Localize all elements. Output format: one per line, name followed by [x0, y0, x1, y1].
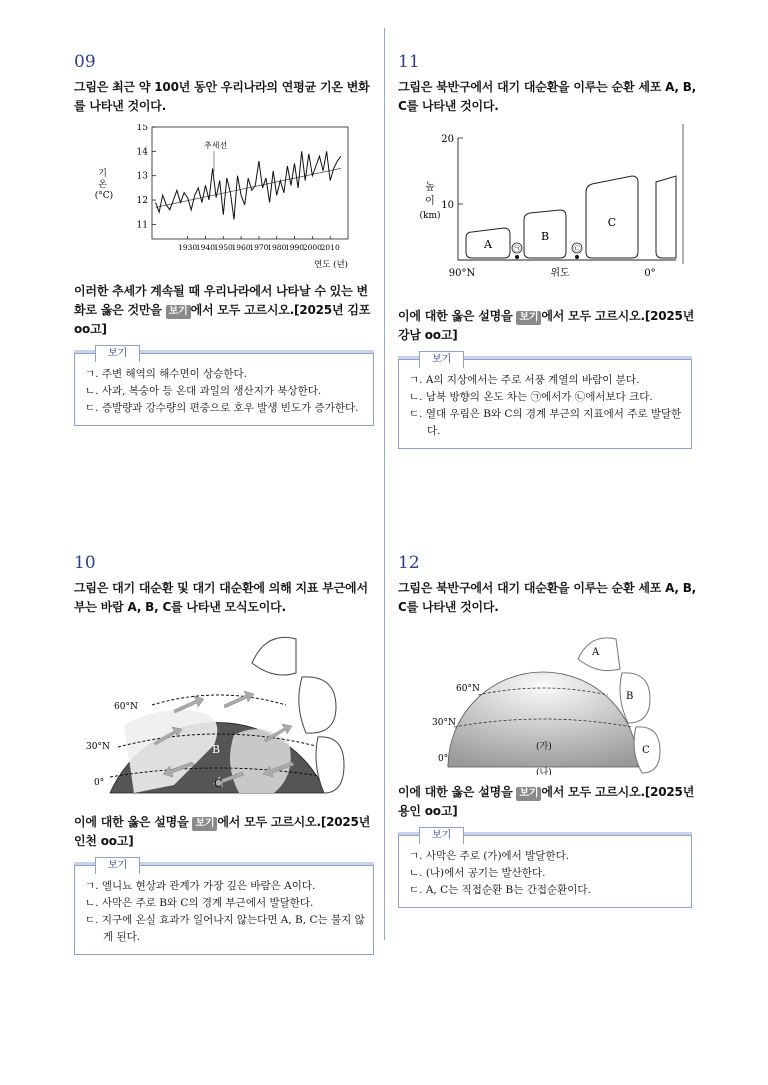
x-label-latitude: 위도 — [550, 268, 570, 279]
cell-a-label: A — [592, 647, 600, 658]
question-11 — [398, 52, 698, 449]
question-instruction — [398, 307, 698, 345]
temperature-chart — [74, 124, 374, 274]
instruction-post: 에서 모두 고르시오.[2025년 용인 oo고] — [398, 785, 695, 818]
bogi-item: ㄴ. 남북 방향의 온도 차는 ㉠에서가 ㉡에서보다 크다. — [409, 391, 653, 403]
point-1-dot — [515, 255, 519, 259]
cell-b-label: B — [540, 230, 550, 243]
bogi-tag: 보기 — [166, 305, 191, 319]
x-tick-label: 1980 — [267, 243, 287, 252]
lat-30-label: 30°N — [86, 742, 110, 752]
circulation-cells-svg — [398, 124, 698, 299]
bogi-item: ㄷ. A, C는 직접순환 B는 간접순환이다. — [409, 884, 591, 896]
bogi-item: ㄷ. 열대 우림은 B와 C의 경계 부근의 지표에서 주로 발달한다. — [409, 408, 682, 437]
bogi-tab-label: 보기 — [419, 351, 464, 368]
question-instruction — [74, 813, 374, 851]
y-axis-label-3: (°C) — [94, 191, 114, 201]
x-tick-label: 1960 — [231, 243, 251, 252]
cell-b-label: B — [626, 691, 634, 702]
instruction-post: 에서 모두 고르시오.[2025년 김포 oo고] — [74, 303, 371, 336]
lat-60-label: 60°N — [114, 702, 138, 712]
bogi-item: ㄱ. 엘니뇨 현상과 관계가 가장 깊은 바람은 A이다. — [85, 880, 316, 892]
temperature-chart-svg — [74, 124, 374, 274]
y-tick-label: 12 — [136, 196, 148, 207]
bogi-item: ㄴ. (나)에서 공기는 발산한다. — [409, 867, 546, 879]
y-axis-label — [95, 167, 113, 201]
bogi-item: ㄱ. A의 지상에서는 주로 서풍 계열의 바람이 분다. — [409, 374, 640, 386]
question-text: 그림은 대기 대순환 및 대기 대순환에 의해 지표 부근에서 부는 바람 A, B, C를 나타낸 모식도이다. — [74, 581, 368, 614]
question-text: 그림은 북반구에서 대기 대순환을 이루는 순환 세포 A, B, C를 나타낸 것이다. — [398, 581, 697, 614]
point-2-dot — [575, 255, 579, 259]
circulation-cells-diagram — [398, 124, 698, 299]
instruction-pre: 이에 대한 옳은 설명을 — [398, 785, 517, 799]
x-label-0: 0° — [644, 268, 656, 279]
cell-loop-top — [252, 637, 296, 675]
y-label-2: 이 — [425, 196, 435, 207]
global-wind-diagram — [74, 625, 374, 805]
cell-a-label: A — [484, 238, 492, 251]
x-label-90n: 90°N — [448, 268, 476, 279]
instruction-post: 에서 모두 고르시오.[2025년 강남 oo고] — [398, 309, 695, 342]
y-tick-10: 10 — [441, 200, 454, 211]
question-text: 그림은 북반구에서 대기 대순환을 이루는 순환 세포 A, B, C를 나타낸 것이다. — [398, 80, 697, 113]
bogi-item: ㄴ. 사과, 복숭아 등 온대 과일의 생산지가 북상한다. — [85, 385, 322, 397]
bogi-item: ㄱ. 주변 해역의 해수면이 상승한다. — [85, 368, 248, 380]
cell-c-label: C — [642, 745, 650, 756]
global-wind-svg — [74, 625, 374, 805]
lat-0-label: 0° — [94, 778, 105, 788]
y-axis-label-1: 기 — [98, 169, 107, 179]
y-tick-label: 15 — [136, 124, 148, 133]
y-tick-label: 14 — [136, 147, 148, 158]
y-tick-label: 13 — [136, 171, 148, 182]
instruction-post: 에서 모두 고르시오.[2025년 인천 oo고] — [74, 815, 371, 848]
bogi-tab-label: 보기 — [95, 857, 140, 874]
x-tick-label: 1930 — [178, 243, 198, 252]
cell-loop-mid — [299, 677, 336, 733]
wind-b-label: B — [212, 743, 221, 756]
x-tick-label: 1950 — [213, 243, 233, 252]
y-tick-label: 11 — [136, 220, 148, 231]
question-number: 12 — [398, 553, 420, 573]
bogi-tag: 보기 — [192, 817, 217, 831]
lat-0-label: 0° — [438, 754, 449, 764]
cell-partial — [656, 176, 676, 258]
bogi-box — [398, 354, 692, 449]
cell-b-loop — [620, 673, 650, 723]
bogi-tag: 보기 — [516, 787, 541, 801]
column-divider — [384, 28, 385, 940]
point-2-label: ㉡ — [573, 245, 581, 253]
y-label-1: 높 — [425, 182, 435, 193]
point-1-label: ㉠ — [513, 245, 521, 253]
region-ga-label: (가) — [536, 742, 552, 752]
lat-60-label: 60°N — [456, 684, 480, 694]
bogi-box — [398, 830, 692, 908]
question-10 — [74, 553, 374, 955]
bogi-item: ㄷ. 증발량과 강수량의 편중으로 호우 발생 빈도가 증가한다. — [85, 402, 359, 414]
y-label-3: (km) — [419, 211, 441, 221]
circulation-globe-svg — [398, 625, 698, 775]
wind-a-label: A — [214, 703, 222, 716]
y-tick-20: 20 — [441, 134, 454, 145]
instruction-pre: 이러한 추세가 계속될 때 우리나라에서 나타날 수 있는 변화로 옳은 것만을 — [74, 284, 368, 317]
question-number: 10 — [74, 553, 96, 573]
cell-c-label: C — [607, 216, 617, 229]
question-number: 09 — [74, 52, 96, 72]
question-12 — [398, 553, 698, 908]
x-tick-label: 1990 — [284, 243, 305, 252]
bogi-box — [74, 348, 374, 426]
region-na-label: (나) — [536, 768, 552, 775]
bogi-box — [74, 860, 374, 955]
question-text: 그림은 최근 약 100년 동안 우리나라의 연평균 기온 변화를 나타낸 것이다. — [74, 80, 370, 113]
bogi-tab-label: 보기 — [419, 827, 464, 844]
continent-shape — [230, 729, 291, 793]
question-09 — [74, 52, 374, 426]
bogi-tag: 보기 — [516, 311, 541, 325]
bogi-item: ㄷ. 지구에 온실 효과가 일어나지 않는다면 A, B, C는 불지 않게 된다. — [85, 914, 365, 943]
x-tick-label: 1940 — [195, 243, 216, 252]
instruction-pre: 이에 대한 옳은 설명을 — [74, 815, 193, 829]
wind-c-label: C — [214, 777, 223, 790]
x-tick-label: 2000 — [302, 243, 322, 252]
temperature-series-line — [156, 151, 341, 219]
bogi-item: ㄱ. 사막은 주로 (가)에서 발달한다. — [409, 850, 570, 862]
question-number: 11 — [398, 52, 420, 72]
x-tick-label: 2010 — [320, 243, 340, 252]
y-axis-label-2: 온 — [98, 180, 107, 190]
question-instruction — [398, 783, 698, 821]
annotation-label: 추세선 — [204, 141, 228, 150]
lat-30-label: 30°N — [432, 718, 456, 728]
instruction-pre: 이에 대한 옳은 설명을 — [398, 309, 517, 323]
question-instruction — [74, 282, 374, 339]
bogi-item: ㄴ. 사막은 주로 B와 C의 경계 부근에서 발달한다. — [85, 897, 314, 909]
x-axis-label: 연도 (년) — [314, 260, 348, 270]
bogi-tab-label: 보기 — [95, 345, 140, 362]
x-tick-label: 1970 — [249, 243, 269, 252]
wind-arrow — [224, 691, 254, 708]
circulation-globe-diagram — [398, 625, 698, 775]
